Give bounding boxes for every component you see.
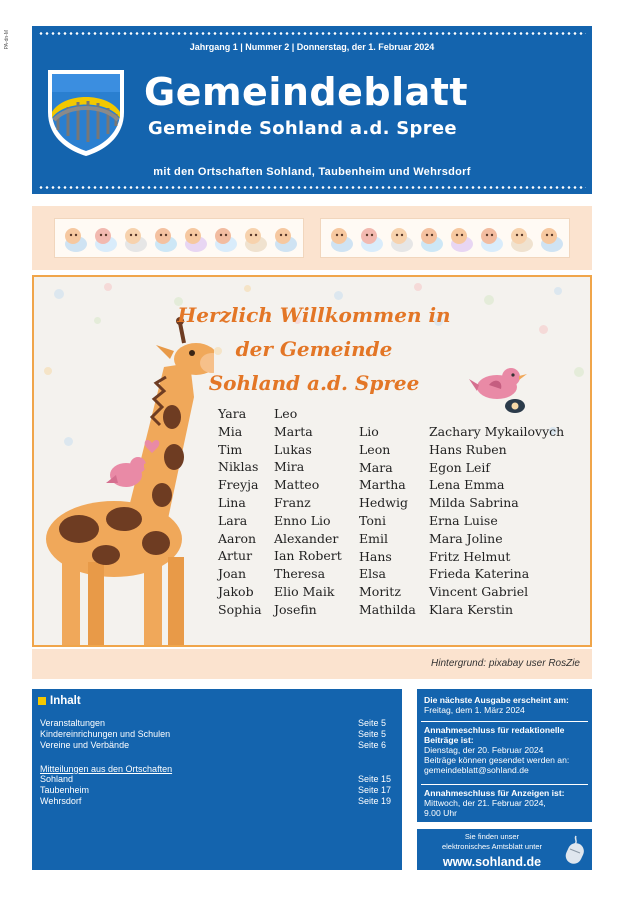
dotted-rule-top: [38, 32, 586, 35]
dotted-rule-bottom: [38, 186, 586, 189]
baby-name: Zachary Mykailovych: [429, 424, 565, 439]
welcome-headline-3: Sohland a.d. Spree: [208, 371, 420, 395]
baby-name: Klara Kerstin: [429, 601, 514, 617]
editorial-deadline-label: Annahmeschluss für redaktionelle Beiträge ist:: [424, 725, 565, 745]
confetti-dot: [554, 287, 562, 295]
confetti-dot: [574, 367, 584, 377]
toc-item-page: Seite 15: [358, 774, 392, 784]
baby-name: Mara Joline: [429, 530, 503, 546]
publication-title: Gemeindeblatt: [144, 70, 469, 114]
baby-figure-icon: [357, 225, 385, 253]
baby-figure-icon: [477, 225, 505, 253]
names-column-2: [274, 405, 342, 619]
toc-subheading: Mitteilungen aus den Ortschaften: [40, 764, 173, 774]
pacifier-icon: [504, 397, 526, 415]
toc-item[interactable]: [40, 796, 392, 806]
baby-figure-icon: [61, 225, 89, 253]
website-box: [417, 829, 592, 870]
welcome-headline-1: Herzlich Willkommen in: [177, 303, 451, 327]
confetti-dot: [104, 283, 112, 291]
baby-figure-icon: [387, 225, 415, 253]
toc-item-label: Veranstaltungen: [40, 718, 106, 728]
website-intro-line-1: Sie finden unser: [464, 832, 520, 841]
baby-name: Hedwig: [359, 495, 408, 511]
baby-name: Hans: [359, 548, 392, 564]
baby-name: Matteo: [274, 477, 320, 493]
baby-name: Leon: [359, 441, 391, 457]
names-column-3: [359, 423, 416, 619]
baby-figure-icon: [507, 225, 535, 253]
baby-name: Mira: [274, 459, 305, 475]
toc-item[interactable]: [40, 774, 392, 784]
toc-item-page: Seite 5: [358, 718, 387, 728]
baby-figure-icon: [241, 225, 269, 253]
baby-name: Theresa: [274, 566, 326, 582]
baby-name: Martha: [359, 477, 406, 493]
baby-name: Marta: [274, 423, 313, 439]
ads-deadline-time: 9.00 Uhr: [424, 808, 457, 818]
baby-name: Lio: [359, 424, 379, 439]
toc-item[interactable]: [40, 729, 392, 739]
coat-of-arms-icon: [44, 66, 128, 158]
table-of-contents: [32, 689, 402, 870]
baby-name: Egon Leif: [429, 459, 490, 475]
baby-figure-icon: [91, 225, 119, 253]
toc-item-page: Seite 19: [358, 796, 392, 806]
baby-name: Leo: [274, 406, 298, 421]
confetti-dot: [54, 289, 64, 299]
baby-name: Artur: [218, 548, 253, 564]
next-issue-date: Freitag, dem 1. März 2024: [424, 705, 525, 715]
baby-name: Lukas: [274, 441, 312, 457]
baby-name: Lara: [218, 512, 248, 528]
masthead: [32, 26, 592, 194]
baby-illustration-strip: [32, 206, 592, 270]
baby-name: Frieda Katerina: [429, 566, 530, 582]
baby-name: Jakob: [218, 583, 254, 599]
baby-figure-icon: [447, 225, 475, 253]
issue-line: Jahrgang 1 | Nummer 2 | Donnerstag, der 1. Februar 2024: [189, 42, 435, 52]
ads-deadline-label: Annahmeschluss für Anzeigen ist:: [424, 788, 565, 798]
baby-figure-icon: [211, 225, 239, 253]
baby-name: Toni: [359, 512, 386, 528]
image-credit: Hintergrund: pixabay user RosZie: [431, 658, 580, 669]
baby-name: Mia: [218, 423, 243, 439]
website-intro-line-2: elektronisches Amtsblatt unter: [441, 842, 543, 851]
divider: [421, 784, 588, 785]
toc-item-page: Seite 6: [358, 740, 387, 750]
baby-frame-right: [320, 218, 570, 258]
baby-name: Milda Sabrina: [429, 495, 519, 511]
baby-figure-icon: [121, 225, 149, 253]
toc-item-label: Vereine und Verbände: [40, 740, 130, 750]
baby-name: Enno Lio: [274, 512, 331, 528]
confetti-dot: [414, 283, 422, 291]
toc-heading: [38, 695, 81, 707]
editorial-deadline-date: Dienstag, der 20. Februar 2024: [424, 745, 544, 755]
computer-mouse-icon: [564, 835, 586, 865]
ads-deadline-date: Mittwoch, der 21. Februar 2024,: [424, 798, 546, 808]
toc-item[interactable]: [40, 718, 392, 728]
editorial-deadline-block: [424, 725, 586, 775]
baby-name: Sophia: [218, 601, 262, 617]
credit-band: [32, 649, 592, 679]
baby-name: Aaron: [218, 530, 257, 546]
baby-name: Josefin: [274, 601, 317, 617]
welcome-headline-2: der Gemeinde: [235, 337, 393, 361]
toc-item-label: Wehrsdorf: [40, 796, 82, 806]
toc-item-label: Sohland: [40, 774, 74, 784]
toc-item-page: Seite 17: [358, 785, 392, 795]
website-link[interactable]: www.sohland.de: [442, 855, 542, 869]
toc-item-page: Seite 5: [358, 729, 387, 739]
confetti-dot: [244, 285, 251, 292]
baby-figure-icon: [537, 225, 565, 253]
baby-name: Franz: [274, 494, 311, 510]
baby-name: Fritz Helmut: [429, 548, 511, 564]
divider: [421, 721, 588, 722]
baby-name: Tim: [218, 441, 243, 457]
print-code: PA-dn-M: [4, 30, 10, 50]
baby-figure-icon: [417, 225, 445, 253]
welcome-card: [32, 275, 592, 647]
baby-name: Ian Robert: [274, 548, 342, 564]
toc-item[interactable]: [40, 785, 392, 795]
ads-deadline-block: [424, 788, 586, 818]
toc-item[interactable]: [40, 740, 392, 750]
confetti-dot: [539, 325, 548, 334]
names-column-4: [429, 423, 564, 619]
localities-line: mit den Ortschaften Sohland, Taubenheim und Wehrsdorf: [153, 166, 471, 178]
baby-name: Niklas: [218, 459, 259, 475]
baby-name: Lina: [218, 494, 246, 510]
baby-name: Mara: [359, 459, 393, 475]
baby-name: Alexander: [274, 530, 339, 546]
deadline-info-box: [417, 689, 592, 822]
toc-item-label: Taubenheim: [40, 785, 90, 795]
baby-figure-icon: [327, 225, 355, 253]
confetti-dot: [334, 291, 343, 300]
names-column-1: [218, 405, 262, 619]
municipality-name: Gemeinde Sohland a.d. Spree: [148, 118, 457, 139]
baby-name: Erna Luise: [429, 512, 498, 528]
baby-name: Vincent Gabriel: [429, 584, 529, 600]
baby-figure-icon: [181, 225, 209, 253]
baby-name: Lena Emma: [429, 477, 505, 493]
baby-name: Joan: [218, 566, 247, 582]
baby-name: Moritz: [359, 584, 401, 600]
baby-name: Emil: [359, 530, 388, 546]
editorial-submission-note: Beiträge können gesendet werden an:: [424, 755, 570, 765]
baby-name: Hans Ruben: [429, 441, 507, 457]
baby-frame-left: [54, 218, 304, 258]
baby-figure-icon: [151, 225, 179, 253]
next-issue-block: [424, 695, 586, 715]
baby-name: Elio Maik: [274, 583, 335, 599]
baby-name: Freyja: [218, 477, 259, 493]
toc-item-label: Kindereinrichungen und Schulen: [40, 729, 171, 739]
baby-figure-icon: [271, 225, 299, 253]
editorial-email-link[interactable]: gemeindeblatt@sohland.de: [424, 765, 529, 775]
next-issue-label: Die nächste Ausgabe erscheint am:: [424, 695, 569, 705]
baby-name: Yara: [218, 406, 247, 421]
toc-heading-label: Inhalt: [50, 695, 81, 707]
bullet-square-icon: [38, 697, 46, 705]
baby-name: Mathilda: [359, 601, 416, 617]
baby-name: Elsa: [359, 566, 386, 582]
